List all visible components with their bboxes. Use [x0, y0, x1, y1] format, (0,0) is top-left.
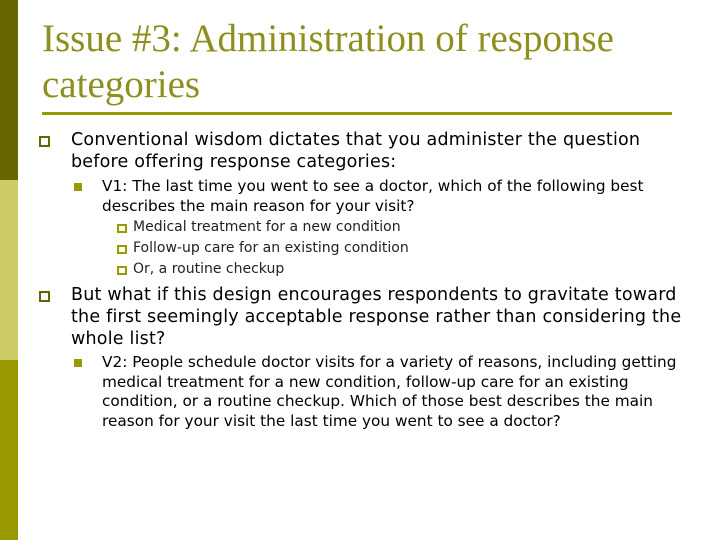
side-bar-mid — [0, 360, 18, 540]
bullet-2 — [71, 284, 691, 350]
slide-title: Issue #3: Administration of response categories — [42, 17, 614, 106]
hollow-square-bullet-icon — [39, 291, 50, 302]
side-bar-light — [0, 180, 18, 360]
filled-square-bullet-icon — [74, 359, 82, 367]
option-3 — [133, 259, 284, 280]
side-bar-dark — [0, 0, 18, 180]
option-1 — [133, 217, 401, 238]
option-text: Follow-up care for an existing condition — [133, 240, 409, 256]
small-square-bullet-icon — [117, 266, 127, 275]
small-square-bullet-icon — [117, 224, 127, 233]
sub-bullet-v2 — [102, 353, 680, 431]
sub-bullet-text: V2: People schedule doctor visits for a variety of reasons, including getting medical treatment for a new condition, follow-up care for an existing condition, or a routine checkup. Which of those best describes the main reason for your visit the last time you went to see a doctor? — [102, 353, 677, 430]
bullet-1 — [71, 129, 691, 173]
hollow-square-bullet-icon — [39, 136, 50, 147]
sub-bullet-text: V1: The last time you went to see a doctor, which of the following best describes the main reason for your visit? — [102, 177, 644, 215]
title-divider — [42, 112, 672, 115]
small-square-bullet-icon — [117, 245, 127, 254]
option-2 — [133, 238, 409, 259]
option-text: Medical treatment for a new condition — [133, 219, 401, 235]
bullet-text: But what if this design encourages respondents to gravitate toward the first seemingly acceptable response rather than considering the whole list? — [71, 285, 682, 349]
option-text: Or, a routine checkup — [133, 261, 285, 277]
filled-square-bullet-icon — [74, 183, 82, 191]
sub-bullet-v1 — [102, 177, 692, 216]
bullet-text: Conventional wisdom dictates that you administer the question before offering response categories: — [71, 130, 641, 172]
